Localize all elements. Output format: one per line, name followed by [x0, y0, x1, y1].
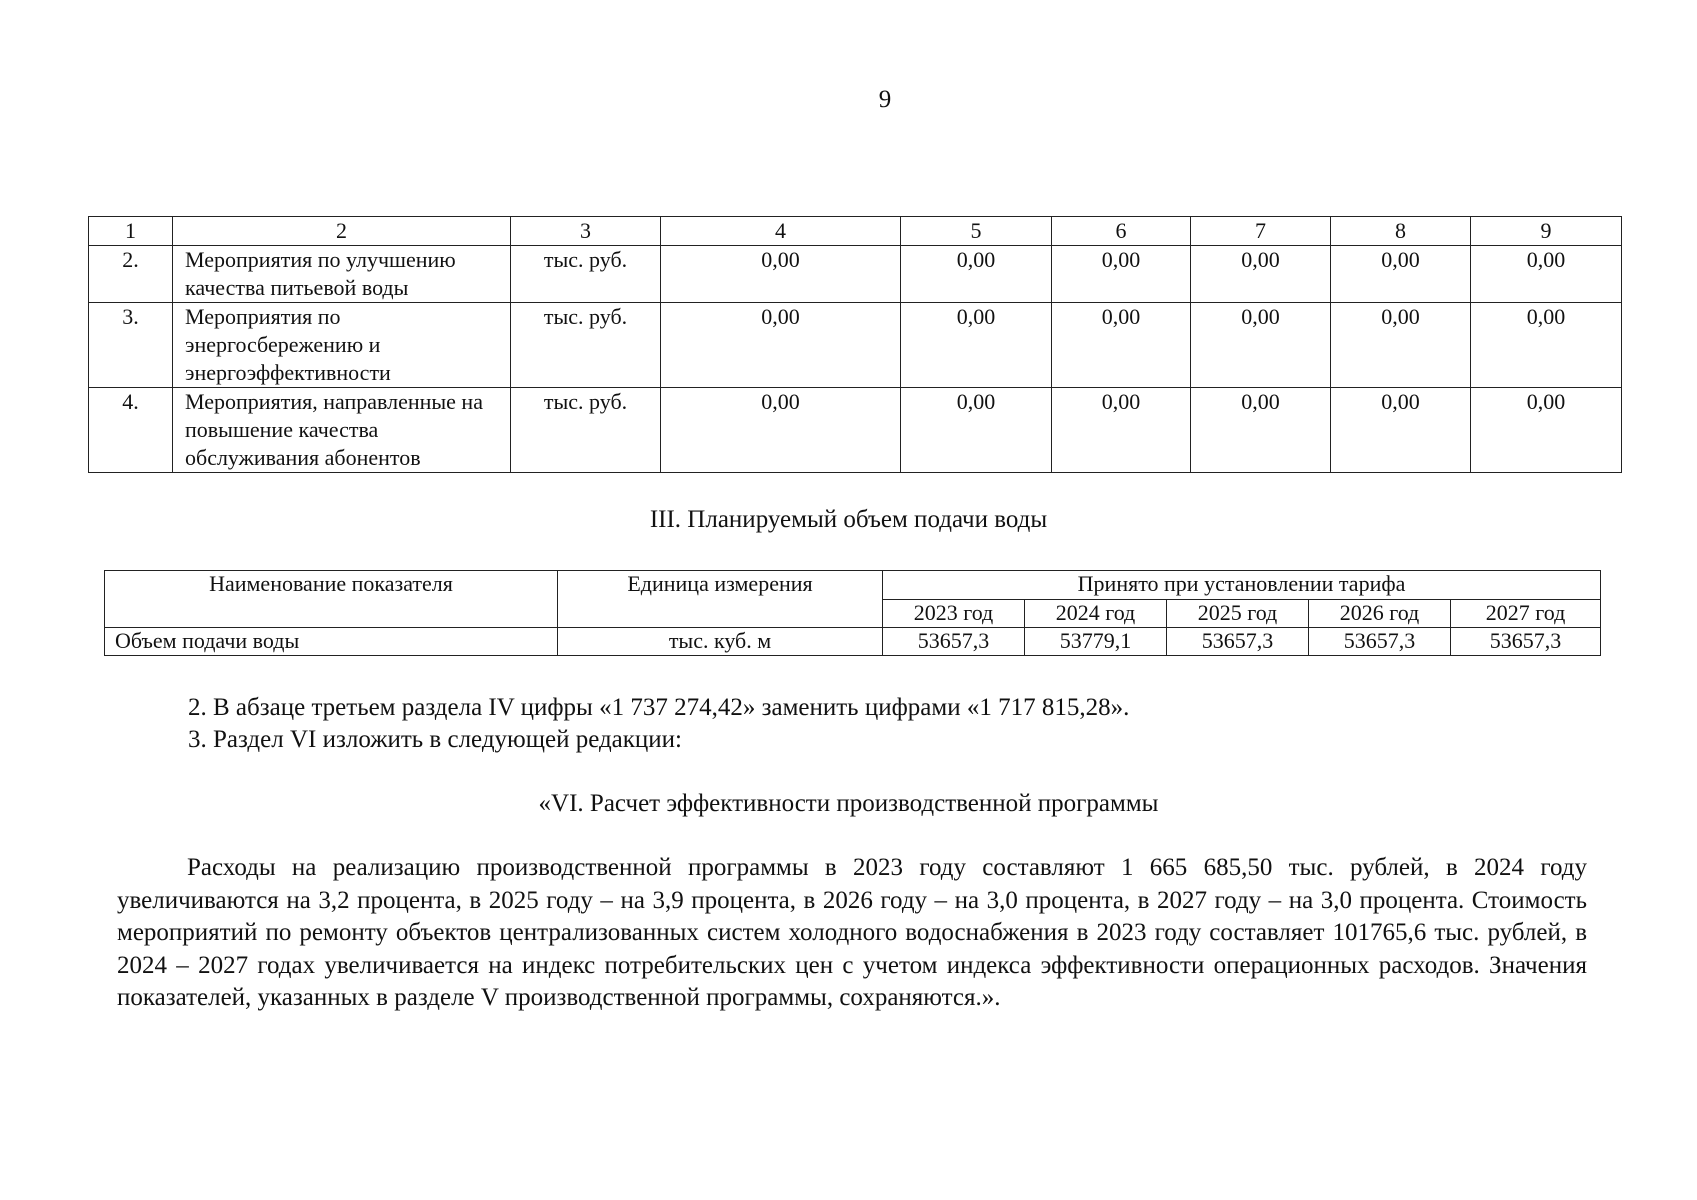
value-cell: 0,00: [661, 388, 901, 473]
column-number: 9: [1471, 217, 1622, 246]
measure-name: Мероприятия по улучшению качества питьевой воды: [173, 246, 511, 303]
indicator-name-header: Наименование показателя: [105, 571, 558, 628]
year-header: 2027 год: [1451, 600, 1601, 628]
table-header-row: [89, 217, 1622, 246]
row-number: 2.: [89, 246, 173, 303]
unit-cell: тыс. руб.: [511, 388, 661, 473]
year-header: 2024 год: [1025, 600, 1167, 628]
section-3-heading: III. Планируемый объем подачи воды: [649, 506, 1048, 533]
value-cell: 0,00: [1052, 303, 1191, 388]
value-cell: 0,00: [1052, 388, 1191, 473]
year-header: 2023 год: [883, 600, 1025, 628]
unit-cell: тыс. руб.: [511, 246, 661, 303]
section-6-heading: «VI. Расчет эффективности производственной программы: [538, 790, 1159, 817]
value-cell: 0,00: [1471, 388, 1622, 473]
value-cell: 0,00: [901, 388, 1052, 473]
row-number: 4.: [89, 388, 173, 473]
table-header-row: [105, 571, 1601, 600]
column-number: 1: [89, 217, 173, 246]
amendment-item-3: 3. Раздел VI изложить в следующей редакции:: [188, 726, 683, 753]
value-cell: 0,00: [1191, 246, 1331, 303]
column-number: 7: [1191, 217, 1331, 246]
water-supply-table: [104, 570, 1601, 656]
column-number: 4: [661, 217, 901, 246]
value-cell: 0,00: [1331, 303, 1471, 388]
column-number: 8: [1331, 217, 1471, 246]
section-6-paragraph: Расходы на реализацию производственной программы в 2023 году составляют 1 665 685,50 тыс. рублей, в 2024 году увеличиваются на 3,2 процента, в 2025 году – на 3,9 процента, в 2026 году – на 3,0 процента, в 2027 году – на 3,0 процента. Стоимость мероприятий по ремонту объектов централизованных систем холодного водоснабжения в 2023 году составляет 101765,6 тыс. рублей, в 2024 – 2027 годах увеличивается на индекс потребительских цен с учетом индекса эффективности операционных расходов. Значения показателей, указанных в разделе V производственной программы, сохраняются.».: [117, 854, 1587, 1011]
indicator-name: Объем подачи воды: [105, 628, 558, 656]
value-cell: 0,00: [1052, 246, 1191, 303]
table-row: [89, 246, 1622, 303]
value-cell: 0,00: [901, 303, 1052, 388]
measures-table: [88, 216, 1622, 473]
value-cell: 0,00: [1471, 303, 1622, 388]
table-row: [89, 388, 1622, 473]
value-cell: 0,00: [1191, 303, 1331, 388]
value-cell: 0,00: [1331, 246, 1471, 303]
value-cell: 0,00: [661, 246, 901, 303]
tariff-group-header: Принято при установлении тарифа: [883, 571, 1601, 600]
value-cell: 0,00: [901, 246, 1052, 303]
table-row: [89, 303, 1622, 388]
column-number: 6: [1052, 217, 1191, 246]
page-number: 9: [878, 86, 892, 113]
value-cell: 0,00: [1331, 388, 1471, 473]
unit-cell: тыс. куб. м: [558, 628, 883, 656]
value-cell: 0,00: [1191, 388, 1331, 473]
value-cell: 53779,1: [1025, 628, 1167, 656]
value-cell: 53657,3: [1309, 628, 1451, 656]
value-cell: 53657,3: [883, 628, 1025, 656]
column-number: 3: [511, 217, 661, 246]
value-cell: 0,00: [661, 303, 901, 388]
value-cell: 53657,3: [1451, 628, 1601, 656]
value-cell: 0,00: [1471, 246, 1622, 303]
column-number: 5: [901, 217, 1052, 246]
column-number: 2: [173, 217, 511, 246]
year-header: 2026 год: [1309, 600, 1451, 628]
table-row: [105, 628, 1601, 656]
amendment-item-2: 2. В абзаце третьем раздела IV цифры «1 737 274,42» заменить цифрами «1 717 815,28».: [188, 694, 1130, 721]
unit-cell: тыс. руб.: [511, 303, 661, 388]
value-cell: 53657,3: [1167, 628, 1309, 656]
measure-name: Мероприятия по энергосбережению и энергоэффективности: [173, 303, 511, 388]
year-header: 2025 год: [1167, 600, 1309, 628]
unit-header: Единица измерения: [558, 571, 883, 628]
measure-name: Мероприятия, направленные на повышение качества обслуживания абонентов: [173, 388, 511, 473]
row-number: 3.: [89, 303, 173, 388]
